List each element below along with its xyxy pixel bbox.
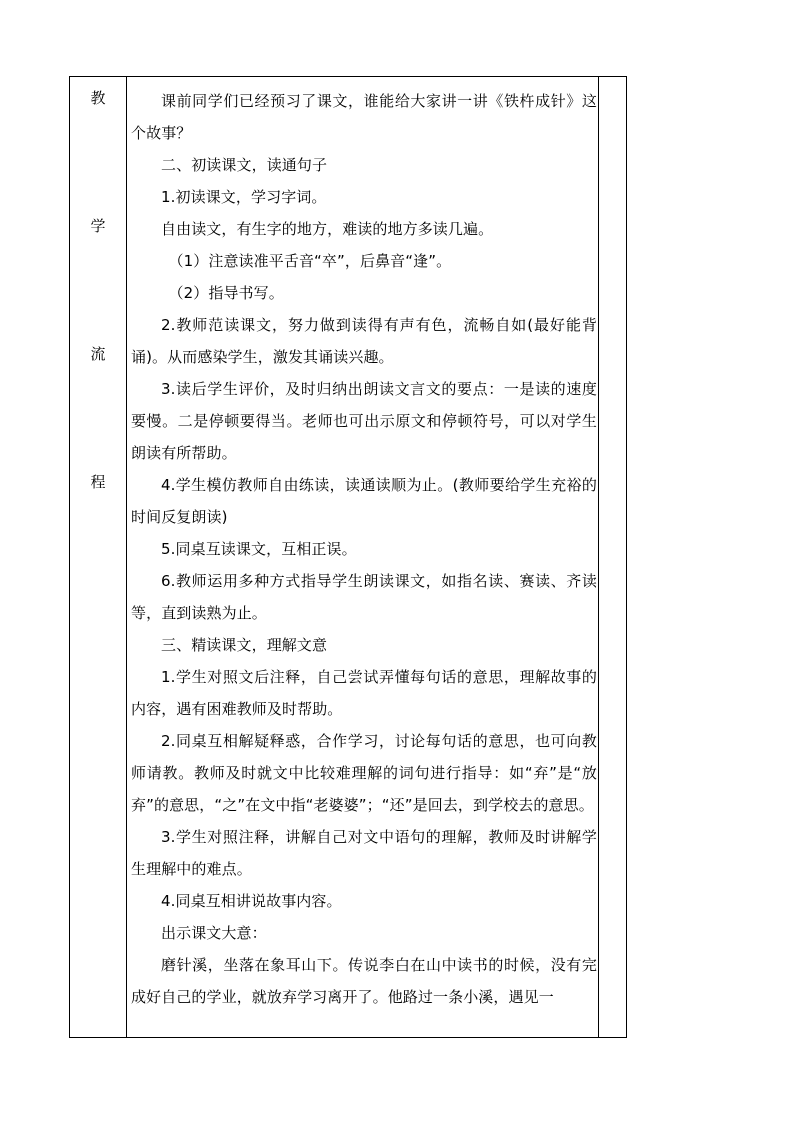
lesson-content [131,85,597,1013]
row-label-char: 程 [90,473,106,491]
section-heading: 二、初读课文，读通句子 [161,156,328,174]
paragraph: 2.同桌互相解疑释惑，合作学习，讨论每句话的意思，也可向教师请教。教师及时就文中比较难理解的词句进行指导：如“弃”是“放弃”的意思，“之”在文中指“老婆婆”；“还”是回去，到学校去的意思。 [131,732,597,814]
paragraph: 自由读文，有生字的地方，难读的地方多读几遍。 [161,220,494,238]
paragraph: 5.同桌互读课文，互相正误。 [161,540,357,558]
column-divider [598,77,599,1037]
row-label-char: 教 [90,89,106,107]
paragraph: 4.学生模仿教师自由练读，读通读顺为止。(教师要给学生充裕的时间反复朗读) [131,476,597,526]
row-label-char: 学 [90,217,106,235]
paragraph: 1.初读课文，学习字词。 [161,188,327,206]
paragraph: 出示课文大意： [161,924,267,942]
section-heading: 三、精读课文，理解文意 [161,636,328,654]
paragraph: 4.同桌互相讲说故事内容。 [161,892,342,910]
paragraph: （1）注意读准平舌音“卒”，后鼻音“逢”。 [168,252,452,270]
paragraph: 磨针溪，坐落在象耳山下。传说李白在山中读书的时候，没有完成好自己的学业，就放弃学习离开了。他路过一条小溪，遇见一 [131,956,597,1006]
paragraph: 6.教师运用多种方式指导学生朗读课文，如指名读、赛读、齐读等，直到读熟为止。 [131,572,597,622]
row-label-char: 流 [90,345,106,363]
column-divider [126,77,127,1037]
paragraph: 3.读后学生评价，及时归纳出朗读文言文的要点：一是读的速度要慢。二是停顿要得当。老师也可出示原文和停顿符号，可以对学生朗读有所帮助。 [131,380,597,462]
paragraph: 课前同学们已经预习了课文，谁能给大家讲一讲《铁杵成针》这个故事？ [131,92,597,142]
paragraph: 3.学生对照注释，讲解自己对文中语句的理解，教师及时讲解学生理解中的难点。 [131,828,597,878]
paragraph: （2）指导书写。 [168,284,284,302]
paragraph: 2.教师范读课文，努力做到读得有声有色，流畅自如(最好能背诵)。从而感染学生，激发其诵读兴趣。 [131,316,597,366]
lesson-table [69,76,627,1038]
paragraph: 1.学生对照文后注释，自己尝试弄懂每句话的意思，理解故事的内容，遇有困难教师及时帮助。 [131,668,597,718]
row-label-column [70,77,126,1037]
